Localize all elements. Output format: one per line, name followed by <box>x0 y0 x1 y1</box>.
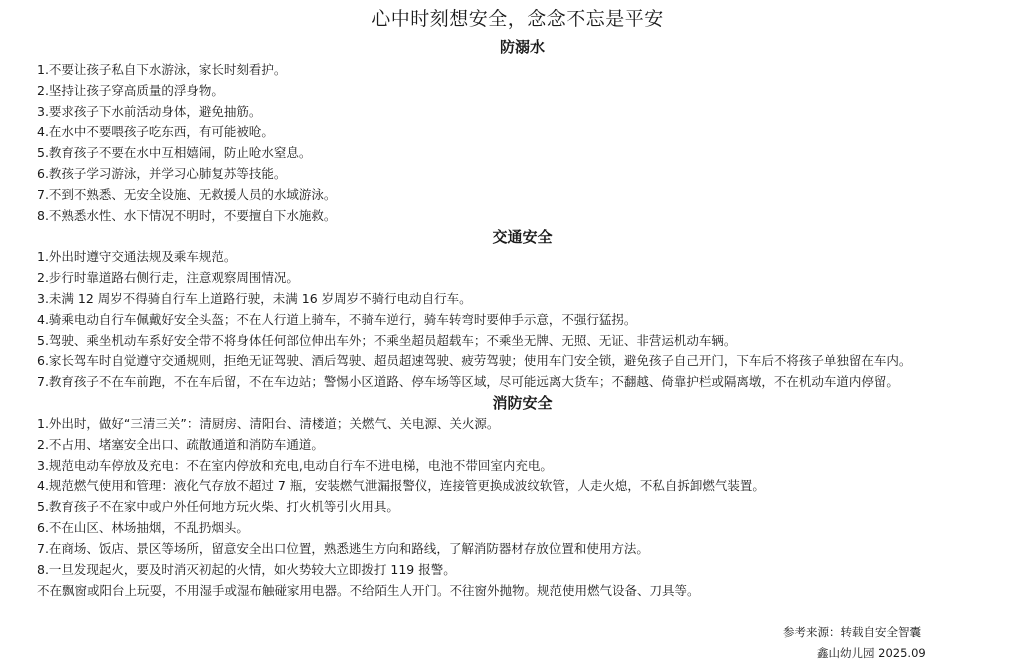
page-title: 心中时刻想安全，念念不忘是平安 <box>371 8 664 30</box>
drowning-item-7: 7.不到不熟悉、无安全设施、无救援人员的水域游泳。 <box>37 187 337 202</box>
drowning-item-3: 3.要求孩子下水前活动身体，避免抽筋。 <box>37 104 262 119</box>
drowning-item-4: 4.在水中不要喂孩子吃东西，有可能被呛。 <box>37 124 274 139</box>
drowning-item-1: 1.不要让孩子私自下水游泳，家长时刻看护。 <box>37 62 287 77</box>
fire-extra-note: 不在飘窗或阳台上玩耍，不用湿手或湿布触碰家用电器。不给陌生人开门。不往窗外抛物。规范使用燃气设备、刀具等。 <box>37 583 700 598</box>
traffic-item-5: 5.驾驶、乘坐机动车系好安全带不将身体任何部位伸出车外；不乘坐超员超载车；不乘坐无牌、无照、无证、非营运机动车辆。 <box>37 333 737 348</box>
fire-item-8: 8.一旦发现起火，要及时消灭初起的火情，如火势较大立即拨打 119 报警。 <box>37 562 456 577</box>
fire-item-6: 6.不在山区、林场抽烟，不乱扔烟头。 <box>37 520 249 535</box>
traffic-item-4: 4.骑乘电动自行车佩戴好安全头盔；不在人行道上骑车，不骑车逆行，骑车转弯时要伸手示意，不强行猛拐。 <box>37 312 637 327</box>
traffic-item-7: 7.教育孩子不在车前跑，不在车后留，不在车边站；警惕小区道路、停车场等区域，尽可能远离大货车；不翻越、倚靠护栏或隔离墩，不在机动车道内停留。 <box>37 374 899 389</box>
fire-item-4: 4.规范燃气使用和管理：液化气存放不超过 7 瓶，安装燃气泄漏报警仪，连接管更换成波纹软管，人走火熄，不私自拆卸燃气装置。 <box>37 478 765 493</box>
fire-item-7: 7.在商场、饭店、景区等场所，留意安全出口位置，熟悉逃生方向和路线，了解消防器材存放位置和使用方法。 <box>37 541 649 556</box>
traffic-item-3: 3.未满 12 周岁不得骑自行车上道路行驶，未满 16 岁周岁不骑行电动自行车。 <box>37 291 472 306</box>
footer-org-date: 鑫山幼儿园 2025.09 <box>817 646 926 660</box>
traffic-item-1: 1.外出时遵守交通法规及乘车规范。 <box>37 249 237 264</box>
footer-source: 参考来源：转载自安全智囊 <box>783 625 921 639</box>
traffic-item-6: 6.家长驾车时自觉遵守交通规则，拒绝无证驾驶、酒后驾驶、超员超速驾驶、疲劳驾驶；使用车门安全锁，避免孩子自己开门，下车后不将孩子单独留在车内。 <box>37 353 912 368</box>
traffic-item-2: 2.步行时靠道路右侧行走，注意观察周围情况。 <box>37 270 299 285</box>
drowning-item-2: 2.坚持让孩子穿高质量的浮身物。 <box>37 83 224 98</box>
drowning-item-5: 5.教育孩子不要在水中互相嬉闹，防止呛水窒息。 <box>37 145 312 160</box>
drowning-item-6: 6.教孩子学习游泳，并学习心肺复苏等技能。 <box>37 166 287 181</box>
drowning-item-8: 8.不熟悉水性、水下情况不明时，不要擅自下水施救。 <box>37 208 337 223</box>
fire-item-3: 3.规范电动车停放及充电：不在室内停放和充电,电动自行车不进电梯，电池不带回室内充电。 <box>37 458 553 473</box>
fire-item-2: 2.不占用、堵塞安全出口、疏散通道和消防车通道。 <box>37 437 324 452</box>
section-heading-fire: 消防安全 <box>492 394 553 412</box>
section-heading-traffic: 交通安全 <box>492 228 553 246</box>
fire-item-5: 5.教育孩子不在家中或户外任何地方玩火柴、打火机等引火用具。 <box>37 499 399 514</box>
fire-item-1: 1.外出时，做好“三清三关”：清厨房、清阳台、清楼道；关燃气、关电源、关火源。 <box>37 416 500 431</box>
section-heading-drowning: 防溺水 <box>499 38 545 56</box>
